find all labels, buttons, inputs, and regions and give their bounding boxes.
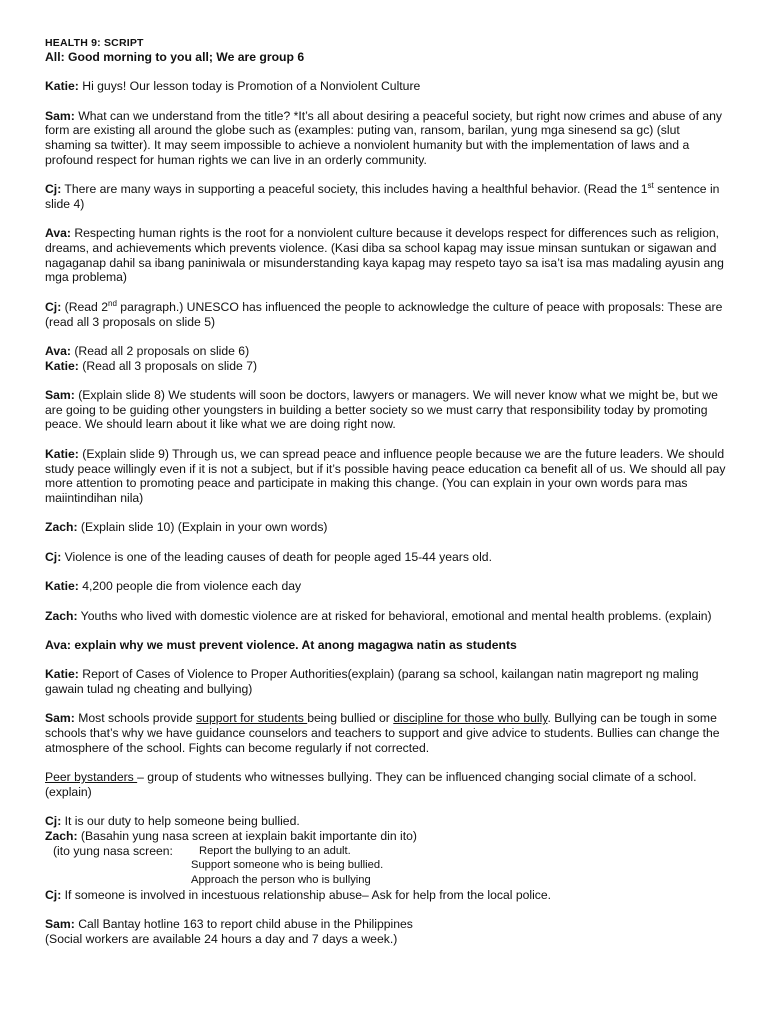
speaker-name: Cj: [45,549,62,564]
screen-list-item: Support someone who is being bullied. [191,859,384,872]
underlined-phrase: discipline for those who bully [393,711,548,726]
script-line: Peer bystanders – group of students who witnesses bullying. They can be influenced changing social climate of a school. (explain) [45,770,697,799]
screen-list-item: Approach the person who is bullying [191,874,371,887]
script-line: Zach: (Explain slide 10) (Explain in your own words) [45,520,328,535]
script-line: Cj: (Read 2nd paragraph.) UNESCO has influenced the people to acknowledge the culture of peace with proposals: These are (read all 3 proposals on slide 5) [45,298,723,329]
speaker-name: Ava: [45,343,71,358]
script-line: Sam: What can we understand from the title? *It’s all about desiring a peaceful society, but right now crimes and abuse of any form are existing all around the globe such as (examples: puting van, ransom, barilan, yung mga sinesend sa gc) (slut shaming sa twitter). It may seem impossible to achieve a nonviolent humanity but with the implementation of laws and a profound respect for human rights we can live in an orderly community. [45,108,723,167]
script-line: Ava: Respecting human rights is the root for a nonviolent culture because it develops respect for differences such as religion, dreams, and achievements which prevents violence. (Kasi diba sa school kapag may issue minsan suntukan or sigawan and nagaganap dahil sa ibang paniniwala or misunderstanding kaya kapag may respeto tayo sa isa’t isa mas madaling ayusin ang mga problema) [45,226,724,285]
script-line: Zach: Youths who lived with domestic violence are at risked for behavioral, emotional and mental health problems. (explain) [45,608,712,623]
speaker-name: Sam: [45,108,75,123]
script-line: Cj: If someone is involved in incestuous relationship abuse– Ask for help from the local police. [45,887,552,902]
speaker-name: Sam: [45,917,75,932]
script-line: Sam: Most schools provide support for students being bullied or discipline for those who bully. Bullying can be tough in some schools that’s why we have guidance counselors and teachers to support and give advice to students. Bullies can change the atmosphere of the school. Fights can become regularly if not corrected. [45,711,720,755]
speaker-name: Sam: [45,388,75,403]
script-line: Katie: 4,200 people die from violence each day [45,579,302,594]
speaker-name: Katie: [45,446,79,461]
greeting-line: All: Good morning to you all; We are group 6 [45,50,305,64]
script-line: Sam: (Explain slide 8) We students will soon be doctors, lawyers or managers. We will never know what we might be, but we are going to be guiding other youngsters in building a better society so we must carry that responsibility today by promoting peace. We should learn about it like what we are doing right now. [45,388,718,432]
script-line: Cj: There are many ways in supporting a peaceful society, this includes having a healthful behavior. (Read the 1st sentence in slide 4) [45,181,720,211]
script-line: Katie: Hi guys! Our lesson today is Promotion of a Nonviolent Culture [45,79,421,94]
speaker-name: Katie: [45,79,79,94]
speaker-name: Cj: [45,299,62,314]
speaker-name: Katie: [45,579,79,594]
screen-list-label: (ito yung nasa screen: [53,843,173,858]
script-line-bold: Ava: explain why we must prevent violence. At anong magagwa natin as students [45,637,517,652]
speaker-name: Katie: [45,358,79,373]
speaker-name: Zach: [45,608,78,623]
screen-list [45,844,728,888]
speaker-name: Sam: [45,711,75,726]
screen-list-item: Report the bullying to an adult. [199,844,351,857]
speaker-name: Cj: [45,814,62,829]
script-line: Cj: Violence is one of the leading causes of death for people aged 15-44 years old. [45,549,492,564]
document-header: HEALTH 9: SCRIPT [45,37,144,49]
script-line: Sam: Call Bantay hotline 163 to report child abuse in the Philippines [45,917,413,932]
script-line: Katie: (Explain slide 9) Through us, we can spread peace and influence people because we are the future leaders. We should study peace willingly even if it is not a subject, but if it’s possible having peace education ca benefit all of us. We should all pay more attention to promoting peace and participate in making this change. (You can explain in your own words para mas maiintindihan nila) [45,446,726,505]
speaker-name: Cj: [45,182,62,197]
speaker-name: Zach: [45,829,78,843]
speaker-name: Katie: [45,667,79,682]
underlined-phrase: Peer bystanders [45,770,138,785]
script-line: (Social workers are available 24 hours a day and 7 days a week.) [45,931,398,946]
script-line: Katie: Report of Cases of Violence to Proper Authorities(explain) (parang sa school, kailangan natin magreport ng maling gawain tulad ng cheating and bullying) [45,667,699,697]
script-line: Ava: (Read all 2 proposals on slide 6) [45,343,250,358]
script-line: Katie: (Read all 3 proposals on slide 7) [45,358,258,373]
script-line: Zach: (Basahin yung nasa screen at iexplain bakit importante din ito) [45,829,417,843]
underlined-phrase: support for students [196,711,308,726]
speaker-name: Zach: [45,520,78,535]
speaker-name: Ava: [45,226,71,241]
script-line: Cj: It is our duty to help someone being bullied. [45,814,300,829]
speaker-name: Cj: [45,887,62,902]
